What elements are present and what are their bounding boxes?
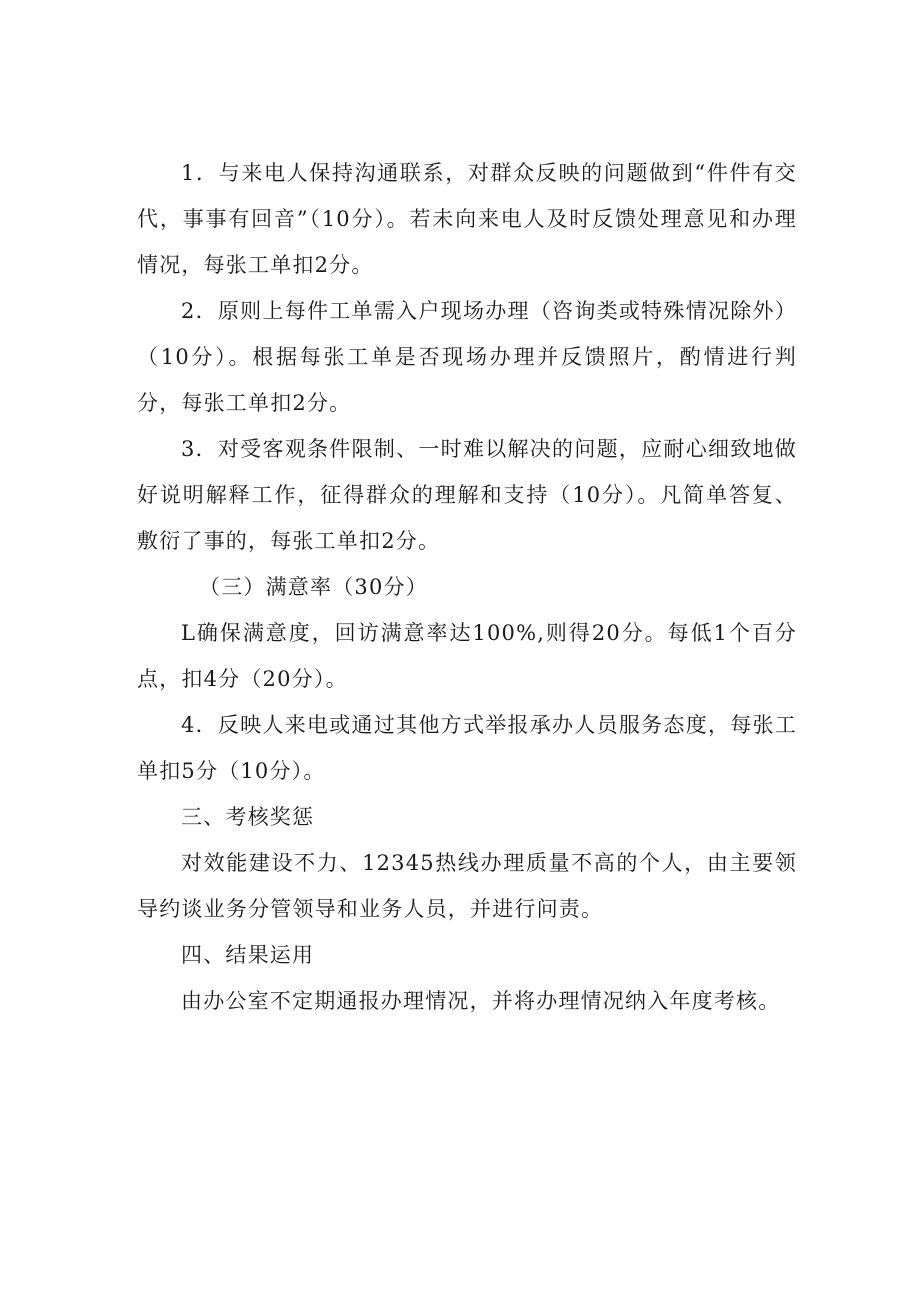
item-satisfaction-rate: L确保满意度，回访满意率达100%,则得20分。每低1个百分点，扣4分（20分）。 [137, 621, 797, 691]
section-rewards-heading: 三、考核奖惩 [181, 805, 315, 829]
document-body [137, 150, 797, 1024]
item-2-onsite-handling: 2．原则上每件工单需入户现场办理（咨询类或特殊情况除外）（10分）。根据每张工单是否现场办理并反馈照片，酌情进行判分，每张工单扣2分。 [137, 299, 797, 415]
item-3-explanation: 3．对受客观条件限制、一时难以解决的问题，应耐心细致地做好说明解释工作，征得群众的理解和支持（10分）。凡简单答复、敷衍了事的，每张工单扣2分。 [137, 437, 797, 553]
section-satisfaction-heading: （三）满意率（30分） [199, 575, 428, 599]
section-results-heading: 四、结果运用 [181, 943, 315, 967]
item-1-communication: 1．与来电人保持沟通联系，对群众反映的问题做到“件件有交代，事事有回音”（10分）。若未向来电人及时反馈处理意见和办理情况，每张工单扣2分。 [137, 161, 797, 277]
rewards-paragraph: 对效能建设不力、12345热线办理质量不高的个人，由主要领导约谈业务分管领导和业务人员，并进行问责。 [137, 851, 797, 921]
results-paragraph: 由办公室不定期通报办理情况，并将办理情况纳入年度考核。 [181, 989, 781, 1013]
item-4-complaints: 4．反映人来电或通过其他方式举报承办人员服务态度，每张工单扣5分（10分）。 [137, 713, 797, 783]
